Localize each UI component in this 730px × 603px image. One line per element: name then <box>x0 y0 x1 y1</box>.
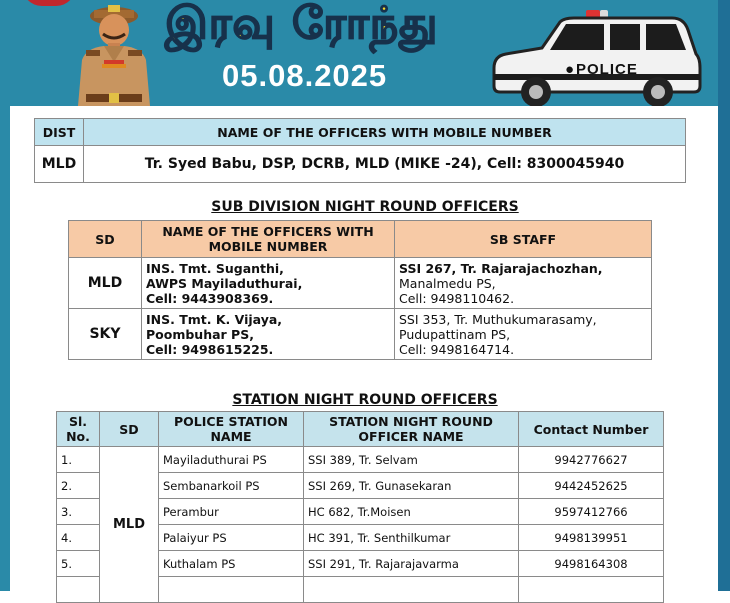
table-row <box>69 258 652 309</box>
sb-line: Cell: 9498110462. <box>399 290 515 306</box>
svg-text:●: ● <box>565 61 575 78</box>
dist-header: DIST <box>35 119 84 146</box>
sd-group-cell: MLD <box>100 447 159 603</box>
station-cell: Sembanarkoil PS <box>159 473 304 499</box>
page-title: இரவு ரோந்து <box>165 0 439 49</box>
header-banner <box>0 0 730 106</box>
table-row <box>57 447 664 473</box>
station-heading: STATION NIGHT ROUND OFFICERS <box>232 392 498 408</box>
officer-line: Cell: 9498615225. <box>146 341 274 357</box>
officer-cell <box>142 309 395 360</box>
police-officer-illustration <box>64 0 162 106</box>
sd-cell: SKY <box>69 309 142 360</box>
station-cell: Palaiyur PS <box>159 525 304 551</box>
officer-cell: HC 682, Tr.Moisen <box>304 499 519 525</box>
police-car-label: POLICE <box>576 61 638 78</box>
contact-cell: 9597412766 <box>519 499 664 525</box>
sl-no-header: Sl. No. <box>57 412 100 447</box>
officer-line: Cell: 9443908369. <box>146 290 274 306</box>
station-name-header: POLICE STATION NAME <box>159 412 304 447</box>
sd-header: SD <box>69 221 142 258</box>
contact-header: Contact Number <box>519 412 664 447</box>
officer-cell: HC 391, Tr. Senthilkumar <box>304 525 519 551</box>
contact-cell: 9442452625 <box>519 473 664 499</box>
station-cell: Kuthalam PS <box>159 551 304 577</box>
page-right-border <box>718 0 730 591</box>
contact-cell: 9498139951 <box>519 525 664 551</box>
sub-division-table <box>68 220 652 360</box>
sl-no-cell: 2. <box>57 473 100 499</box>
sb-staff-cell <box>395 309 652 360</box>
station-cell: Perambur <box>159 499 304 525</box>
officer-cell: SSI 389, Tr. Selvam <box>304 447 519 473</box>
sb-staff-cell <box>395 258 652 309</box>
district-officer-cell: Tr. Syed Babu, DSP, DCRB, MLD (MIKE -24), Cell: 8300045940 <box>84 146 686 183</box>
sb-line: Manalmedu PS, <box>399 275 496 291</box>
officer-cell <box>304 577 519 603</box>
sb-staff-header: SB STAFF <box>395 221 652 258</box>
sd-header: SD <box>100 412 159 447</box>
officer-line: AWPS Mayiladuthurai, <box>146 275 303 291</box>
table-row <box>69 309 652 360</box>
sl-no-cell: 4. <box>57 525 100 551</box>
officer-line: INS. Tmt. K. Vijaya, <box>146 311 283 327</box>
sl-no-cell: 5. <box>57 551 100 577</box>
sd-cell: MLD <box>69 258 142 309</box>
sb-line: Pudupattinam PS, <box>399 326 511 342</box>
sb-line: Cell: 9498164714. <box>399 341 515 357</box>
contact-cell: 9498164308 <box>519 551 664 577</box>
police-car-illustration <box>490 8 702 106</box>
officer-header: NAME OF THE OFFICERS WITH MOBILE NUMBER <box>84 119 686 146</box>
station-cell <box>159 577 304 603</box>
officer-cell: SSI 269, Tr. Gunasekaran <box>304 473 519 499</box>
officer-line: INS. Tmt. Suganthi, <box>146 260 284 276</box>
sl-no-cell: 3. <box>57 499 100 525</box>
station-cell: Mayiladuthurai PS <box>159 447 304 473</box>
station-officer-header: STATION NIGHT ROUND OFFICER NAME <box>304 412 519 447</box>
contact-cell <box>519 577 664 603</box>
officer-cell: SSI 291, Tr. Rajarajavarma <box>304 551 519 577</box>
officer-cell <box>142 258 395 309</box>
district-officer-table <box>34 118 686 183</box>
officer-header: NAME OF THE OFFICERS WITH MOBILE NUMBER <box>142 221 395 258</box>
sb-line: SSI 267, Tr. Rajarajachozhan, <box>399 260 603 276</box>
officer-line: Poombuhar PS, <box>146 326 254 342</box>
dist-cell: MLD <box>35 146 84 183</box>
sb-line: SSI 353, Tr. Muthukumarasamy, <box>399 311 597 327</box>
sl-no-cell <box>57 577 100 603</box>
report-date: 05.08.2025 <box>222 58 388 93</box>
sl-no-cell: 1. <box>57 447 100 473</box>
contact-cell: 9942776627 <box>519 447 664 473</box>
sub-division-heading: SUB DIVISION NIGHT ROUND OFFICERS <box>211 199 519 215</box>
station-officer-table <box>56 411 664 603</box>
